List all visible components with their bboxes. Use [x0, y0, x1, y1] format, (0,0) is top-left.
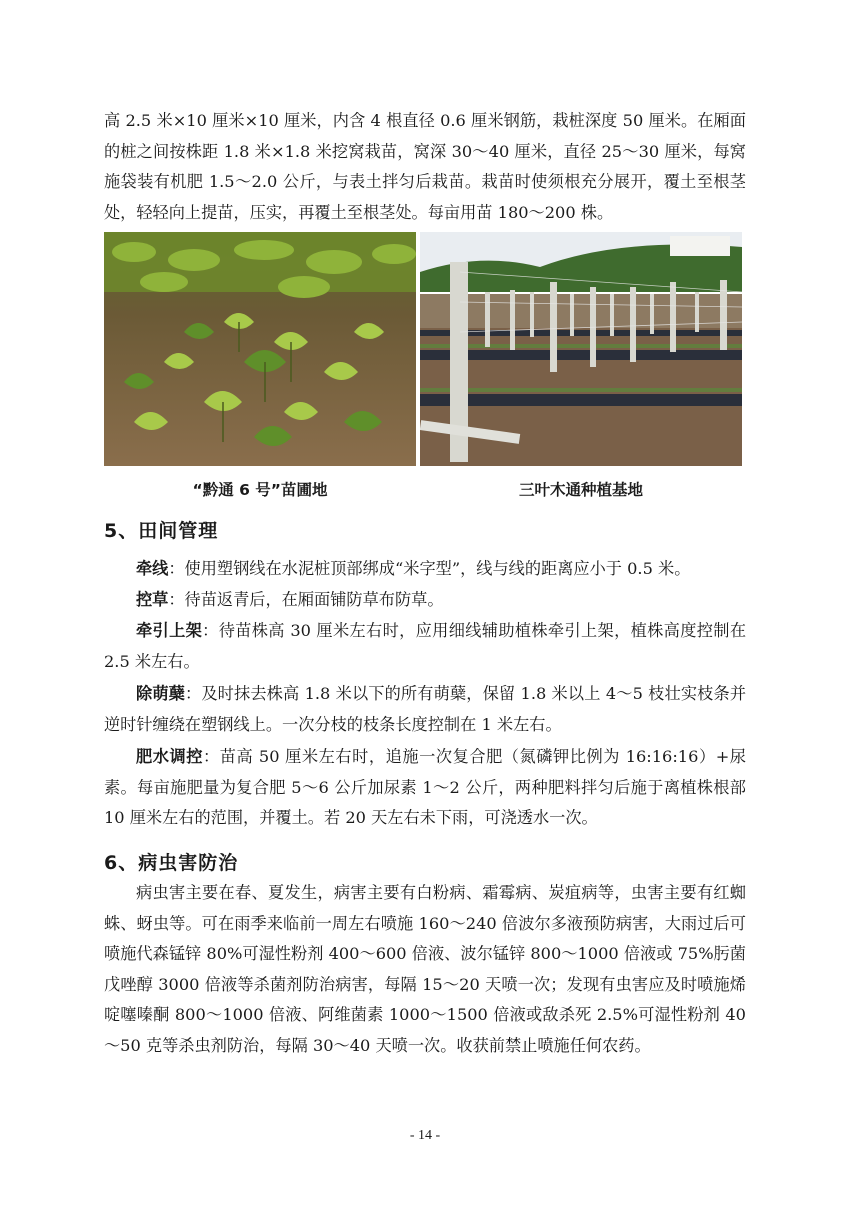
plantation-photo: [420, 232, 742, 466]
nursery-photo: [104, 232, 416, 466]
page-number: - 14 -: [409, 1128, 441, 1143]
item-fertilizer-water: [104, 742, 746, 834]
item-term: 控草: [136, 590, 169, 609]
item-wiring: [104, 554, 746, 585]
item-term: 牵线: [136, 559, 169, 578]
item-term: 牵引上架: [136, 621, 203, 640]
item-text: ：及时抹去株高 1.8 米以下的所有萌蘖，保留 1.8 米以上 4～5 枝壮实枝条并逆时针缠绕在塑钢线上。一次分枝的枝条长度控制在 1 米左右。: [104, 684, 747, 734]
item-text: ：待苗返青后，在厢面铺防草布防草。: [168, 590, 444, 609]
item-trellis: [104, 616, 746, 677]
nursery-caption: “黔通 6 号”苗圃地: [192, 481, 328, 499]
section-6-heading: 6、病虫害防治: [104, 852, 239, 874]
pest-control-paragraph: 病虫害主要在春、夏发生，病害主要有白粉病、霜霉病、炭疽病等，虫害主要有红蜘蛛、蚜虫等。可在雨季来临前一周左右喷施 160～240 倍波尔多液预防病害，大雨过后可喷施代森锰锌 80%可湿性粉剂 400～600 倍液、波尔锰锌 800～1000 倍液或 75%肟菌戊唑醇 3000 倍液等杀菌剂防治病害，每隔 15～20 天喷一次；发现有虫害应及时喷施烯啶噻嗪酮 800～1000 倍液、阿维菌素 1000～1500 倍液或敌杀死 2.5%可湿性粉剂 40～50 克等杀虫剂防治，每隔 30～40 天喷一次。收获前禁止喷施任何农药。: [104, 883, 746, 1055]
item-text: ：待苗株高 30 厘米左右时，应用细线辅助植株牵引上架，植株高度控制在 2.5 米左右。: [104, 621, 747, 671]
item-term: 肥水调控: [136, 747, 203, 766]
item-term: 除萌蘖: [136, 684, 185, 703]
plantation-caption: 三叶木通种植基地: [518, 481, 643, 499]
item-weed-control: [104, 585, 746, 616]
item-sprout-removal: [104, 679, 746, 740]
intro-paragraph: 高 2.5 米×10 厘米×10 厘米，内含 4 根直径 0.6 厘米钢筋，栽桩深度 50 厘米。在厢面的桩之间按株距 1.8 米×1.8 米挖窝栽苗，窝深 30～40 厘米，直径 25～30 厘米，每窝施袋装有机肥 1.5～2.0 公斤，与表土拌匀后栽苗。栽苗时使须根充分展开，覆土至根茎处，轻轻向上提苗，压实，再覆土至根茎处。每亩用苗 180～200 株。: [104, 111, 746, 222]
item-text: ：使用塑钢线在水泥桩顶部绑成“米字型”，线与线的距离应小于 0.5 米。: [168, 559, 691, 578]
item-text: ：苗高 50 厘米左右时，追施一次复合肥（氮磷钾比例为 16:16:16）+尿素。每亩施肥量为复合肥 5～6 公斤加尿素 1～2 公斤，两种肥料拌匀后施于离植株根部 10 厘米左右的范围，并覆土。若 20 天左右未下雨，可浇透水一次。: [104, 747, 746, 827]
section-5-heading: 5、田间管理: [104, 520, 219, 542]
